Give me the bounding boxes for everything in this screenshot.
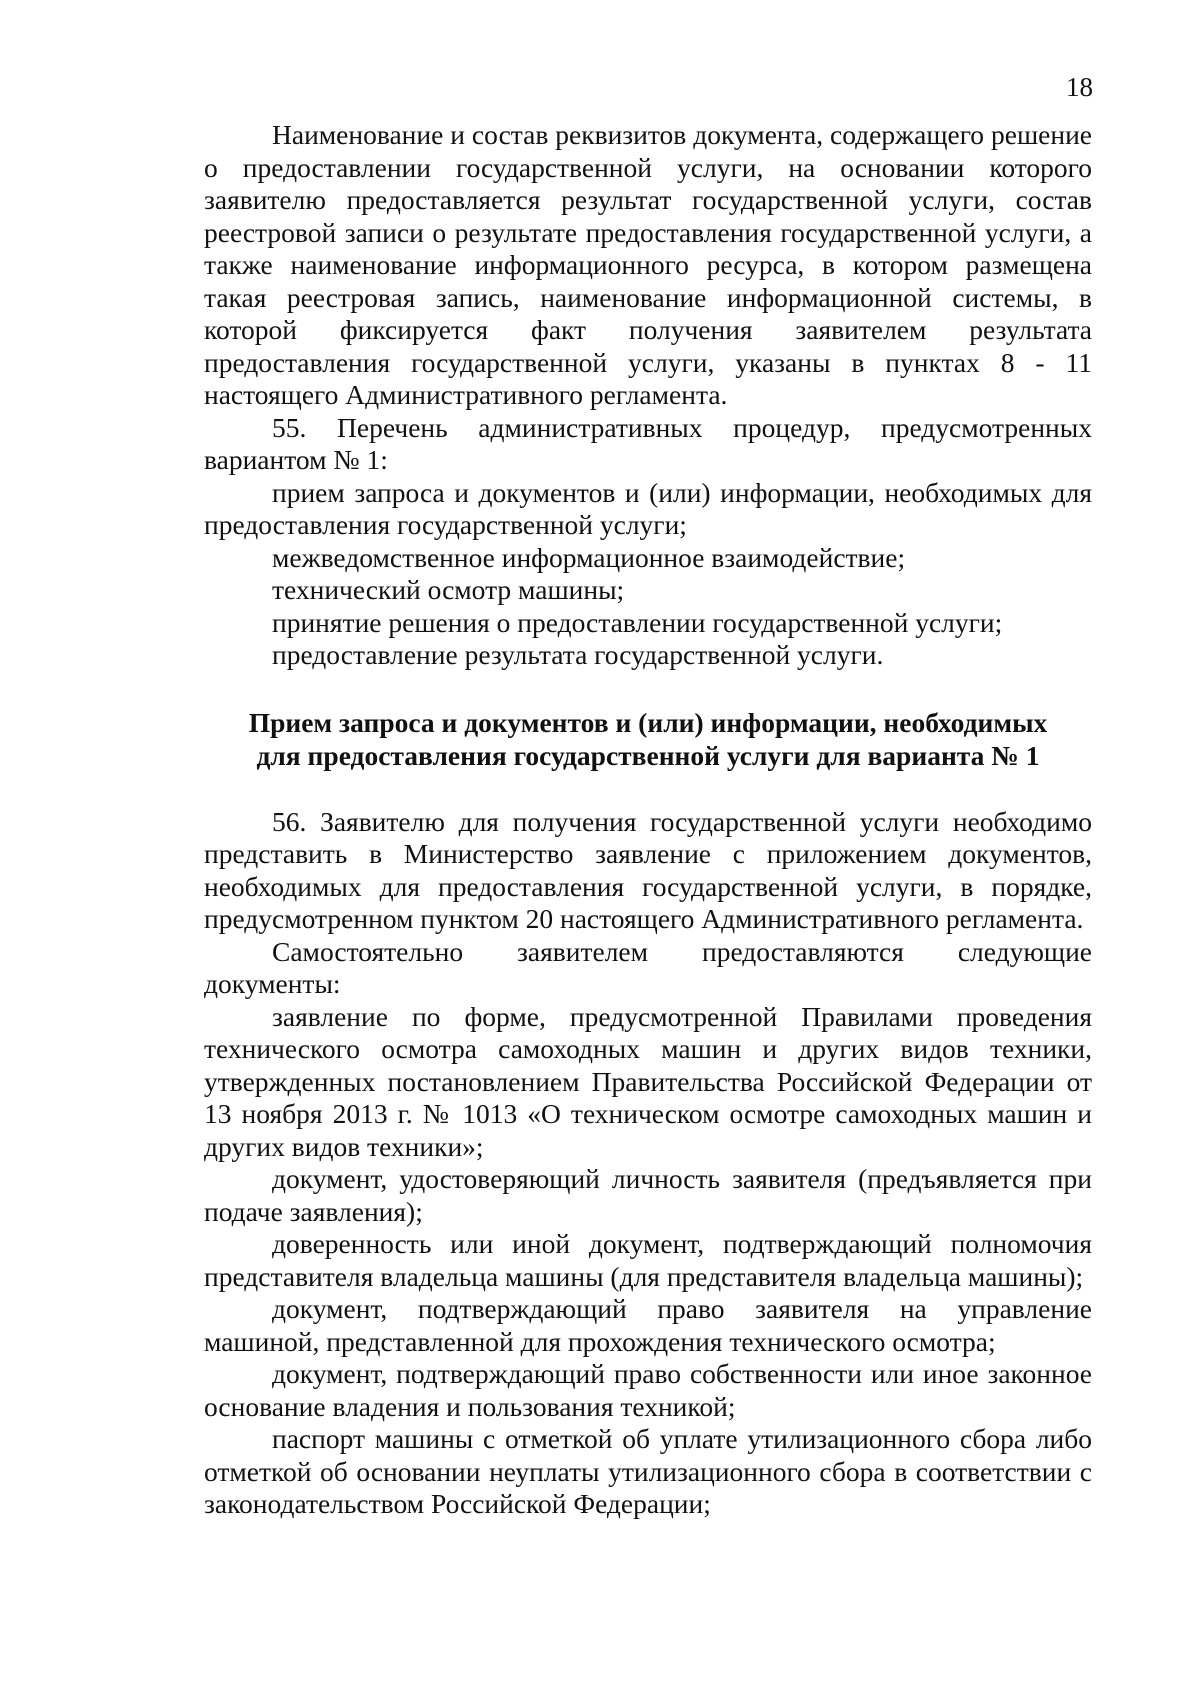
- list-item-procedure: технический осмотр машины;: [272, 574, 625, 605]
- list-item-document: заявление по форме, предусмотренной Правилами проведения технического осмотра самоходных машин и других видов техники, утвержденных постановлением Правительства Российской Федерации от 13 ноября 2013 г. № 1013 «О техническом осмотре самоходных машин и других видов техники»;: [204, 1000, 1092, 1162]
- list-item-document: документ, подтверждающий право заявителя на управление машиной, представленной для прохождения технического осмотра;: [204, 1293, 1092, 1357]
- list-item-procedure: принятие решения о предоставлении государственной услуги;: [272, 606, 1003, 638]
- paragraph-56-application: 56. Заявителю для получения государственной услуги необходимо представить в Министерство заявление с приложением документов, необходимых для предоставления государственной услуги, в порядке, предусмотренном пунктом 20 настоящего Административного регламента.: [204, 805, 1092, 934]
- list-item-document: документ, подтверждающий право собственности или иное законное основание владения и пользования техникой;: [204, 1358, 1092, 1422]
- section-heading: [204, 706, 1092, 772]
- list-item-document: доверенность или иной документ, подтверждающий полномочия представителя владельца машины (для представителя владельца машины);: [204, 1228, 1092, 1292]
- section-heading-line: для предоставления государственной услуги для варианта № 1: [256, 739, 1040, 771]
- list-item-procedure: прием запроса и документов и (или) информации, необходимых для предоставления государственной услуги;: [204, 476, 1092, 540]
- paragraph-55-procedures: 55. Перечень административных процедур, предусмотренных вариантом № 1:: [204, 411, 1092, 475]
- list-item-procedure: межведомственное информационное взаимодействие;: [272, 541, 906, 573]
- document-body: [204, 119, 1092, 1521]
- list-item-procedure: предоставление результата государственной услуги.: [272, 639, 884, 670]
- paragraph-self-provided-docs: Самостоятельно заявителем предоставляются следующие документы:: [204, 935, 1092, 999]
- paragraph-requisites: Наименование и состав реквизитов документа, содержащего решение о предоставлении государственной услуги, на основании которого заявителю предоставляется результат государственной услуги, состав реестровой записи о результате предоставления государственной услуги, а также наименование информационного ресурса, в котором размещена такая реестровая запись, наименование информационной системы, в которой фиксируется факт получения заявителем результата предоставления государственной услуги, указаны в пунктах 8 - 11 настоящего Административного регламента.: [204, 119, 1092, 410]
- list-item-document: паспорт машины с отметкой об уплате утилизационного сбора либо отметкой об основании неуплаты утилизационного сбора в соответствии с законодательством Российской Федерации;: [204, 1423, 1092, 1519]
- list-item-document: документ, удостоверяющий личность заявителя (предъявляется при подаче заявления);: [204, 1163, 1092, 1227]
- page-number: 18: [1066, 72, 1093, 102]
- section-heading-line: Прием запроса и документов и (или) информации, необходимых: [248, 706, 1048, 738]
